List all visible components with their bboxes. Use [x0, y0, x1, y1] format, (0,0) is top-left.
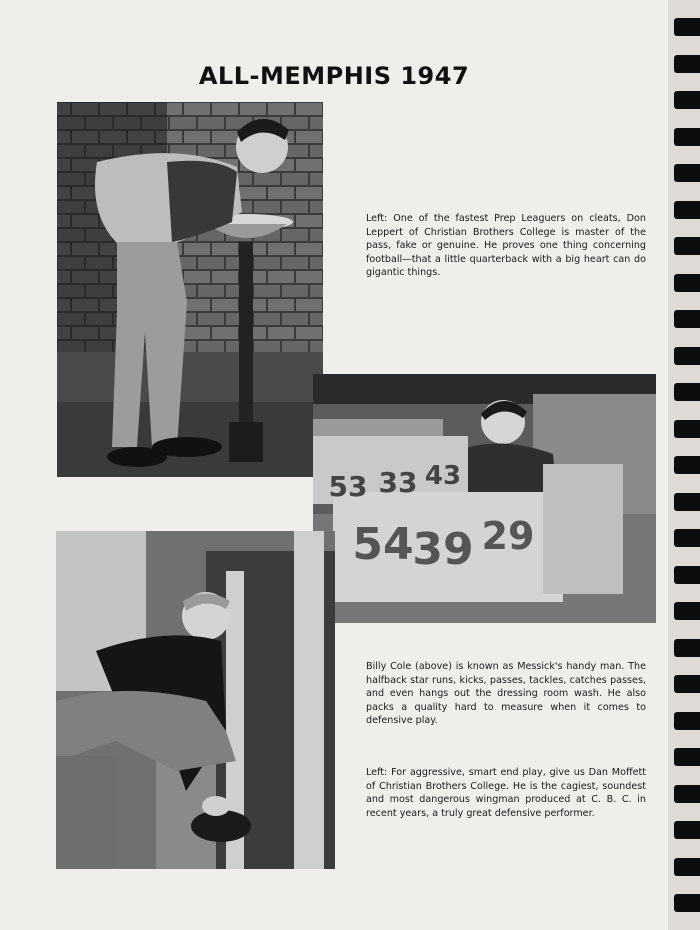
binding-ring: [674, 712, 700, 730]
binding-ring: [674, 128, 700, 146]
binding-ring: [674, 383, 700, 401]
binding-ring: [674, 164, 700, 182]
binding-ring: [674, 566, 700, 584]
caption-cole: Billy Cole (above) is known as Messick's handy man. The halfback star runs, kicks, passes, tackles, catches passes, and even hangs out the dressing room wash. He also packs a quality hard to measure when it comes to defensive play.: [366, 661, 646, 726]
binding-ring: [674, 602, 700, 620]
binding-ring: [674, 858, 700, 876]
binding-ring: [674, 201, 700, 219]
binding-ring: [674, 55, 700, 73]
binding-ring: [674, 529, 700, 547]
binding-ring: [674, 91, 700, 109]
binding-ring: [674, 493, 700, 511]
binding-ring: [674, 420, 700, 438]
caption-leppert: Left: One of the fastest Prep Leaguers on cleats, Don Leppert of Christian Brothers College is master of the pass, fake or genuine. He proves one thing concerning football—that a little quarterback with a big heart can do gigantic things.: [366, 213, 646, 278]
binding-ring: [674, 18, 700, 36]
binding-ring: [674, 639, 700, 657]
photo-moffett-locker: [56, 531, 335, 869]
page-title: ALL-MEMPHIS 1947: [198, 62, 470, 90]
binding-ring: [674, 456, 700, 474]
caption-moffett: Left: For aggressive, smart end play, give us Dan Moffett of Christian Brothers College. He is the cagiest, soundest and most dangerous wingman produced at C. B. C. in recent years, a truly great defensive performer.: [366, 767, 646, 819]
jersey-number-4: 53: [328, 470, 368, 503]
jersey-number-2: 39: [412, 524, 474, 575]
jersey-number-3: 29: [481, 514, 535, 558]
jersey-number-1: 54: [352, 519, 414, 570]
binding-ring: [674, 785, 700, 803]
binding-ring: [674, 748, 700, 766]
binding-ring: [674, 675, 700, 693]
jersey-number-5: 33: [378, 466, 418, 499]
binding-ring: [674, 310, 700, 328]
binding-ring: [674, 894, 700, 912]
photo-leppert-fountain: [57, 102, 323, 477]
binding-ring: [674, 237, 700, 255]
jersey-number-6: 43: [424, 461, 462, 491]
binding-ring: [674, 274, 700, 292]
binding-ring: [674, 347, 700, 365]
binding-ring: [674, 821, 700, 839]
photo-cole-jerseys: [313, 374, 656, 623]
